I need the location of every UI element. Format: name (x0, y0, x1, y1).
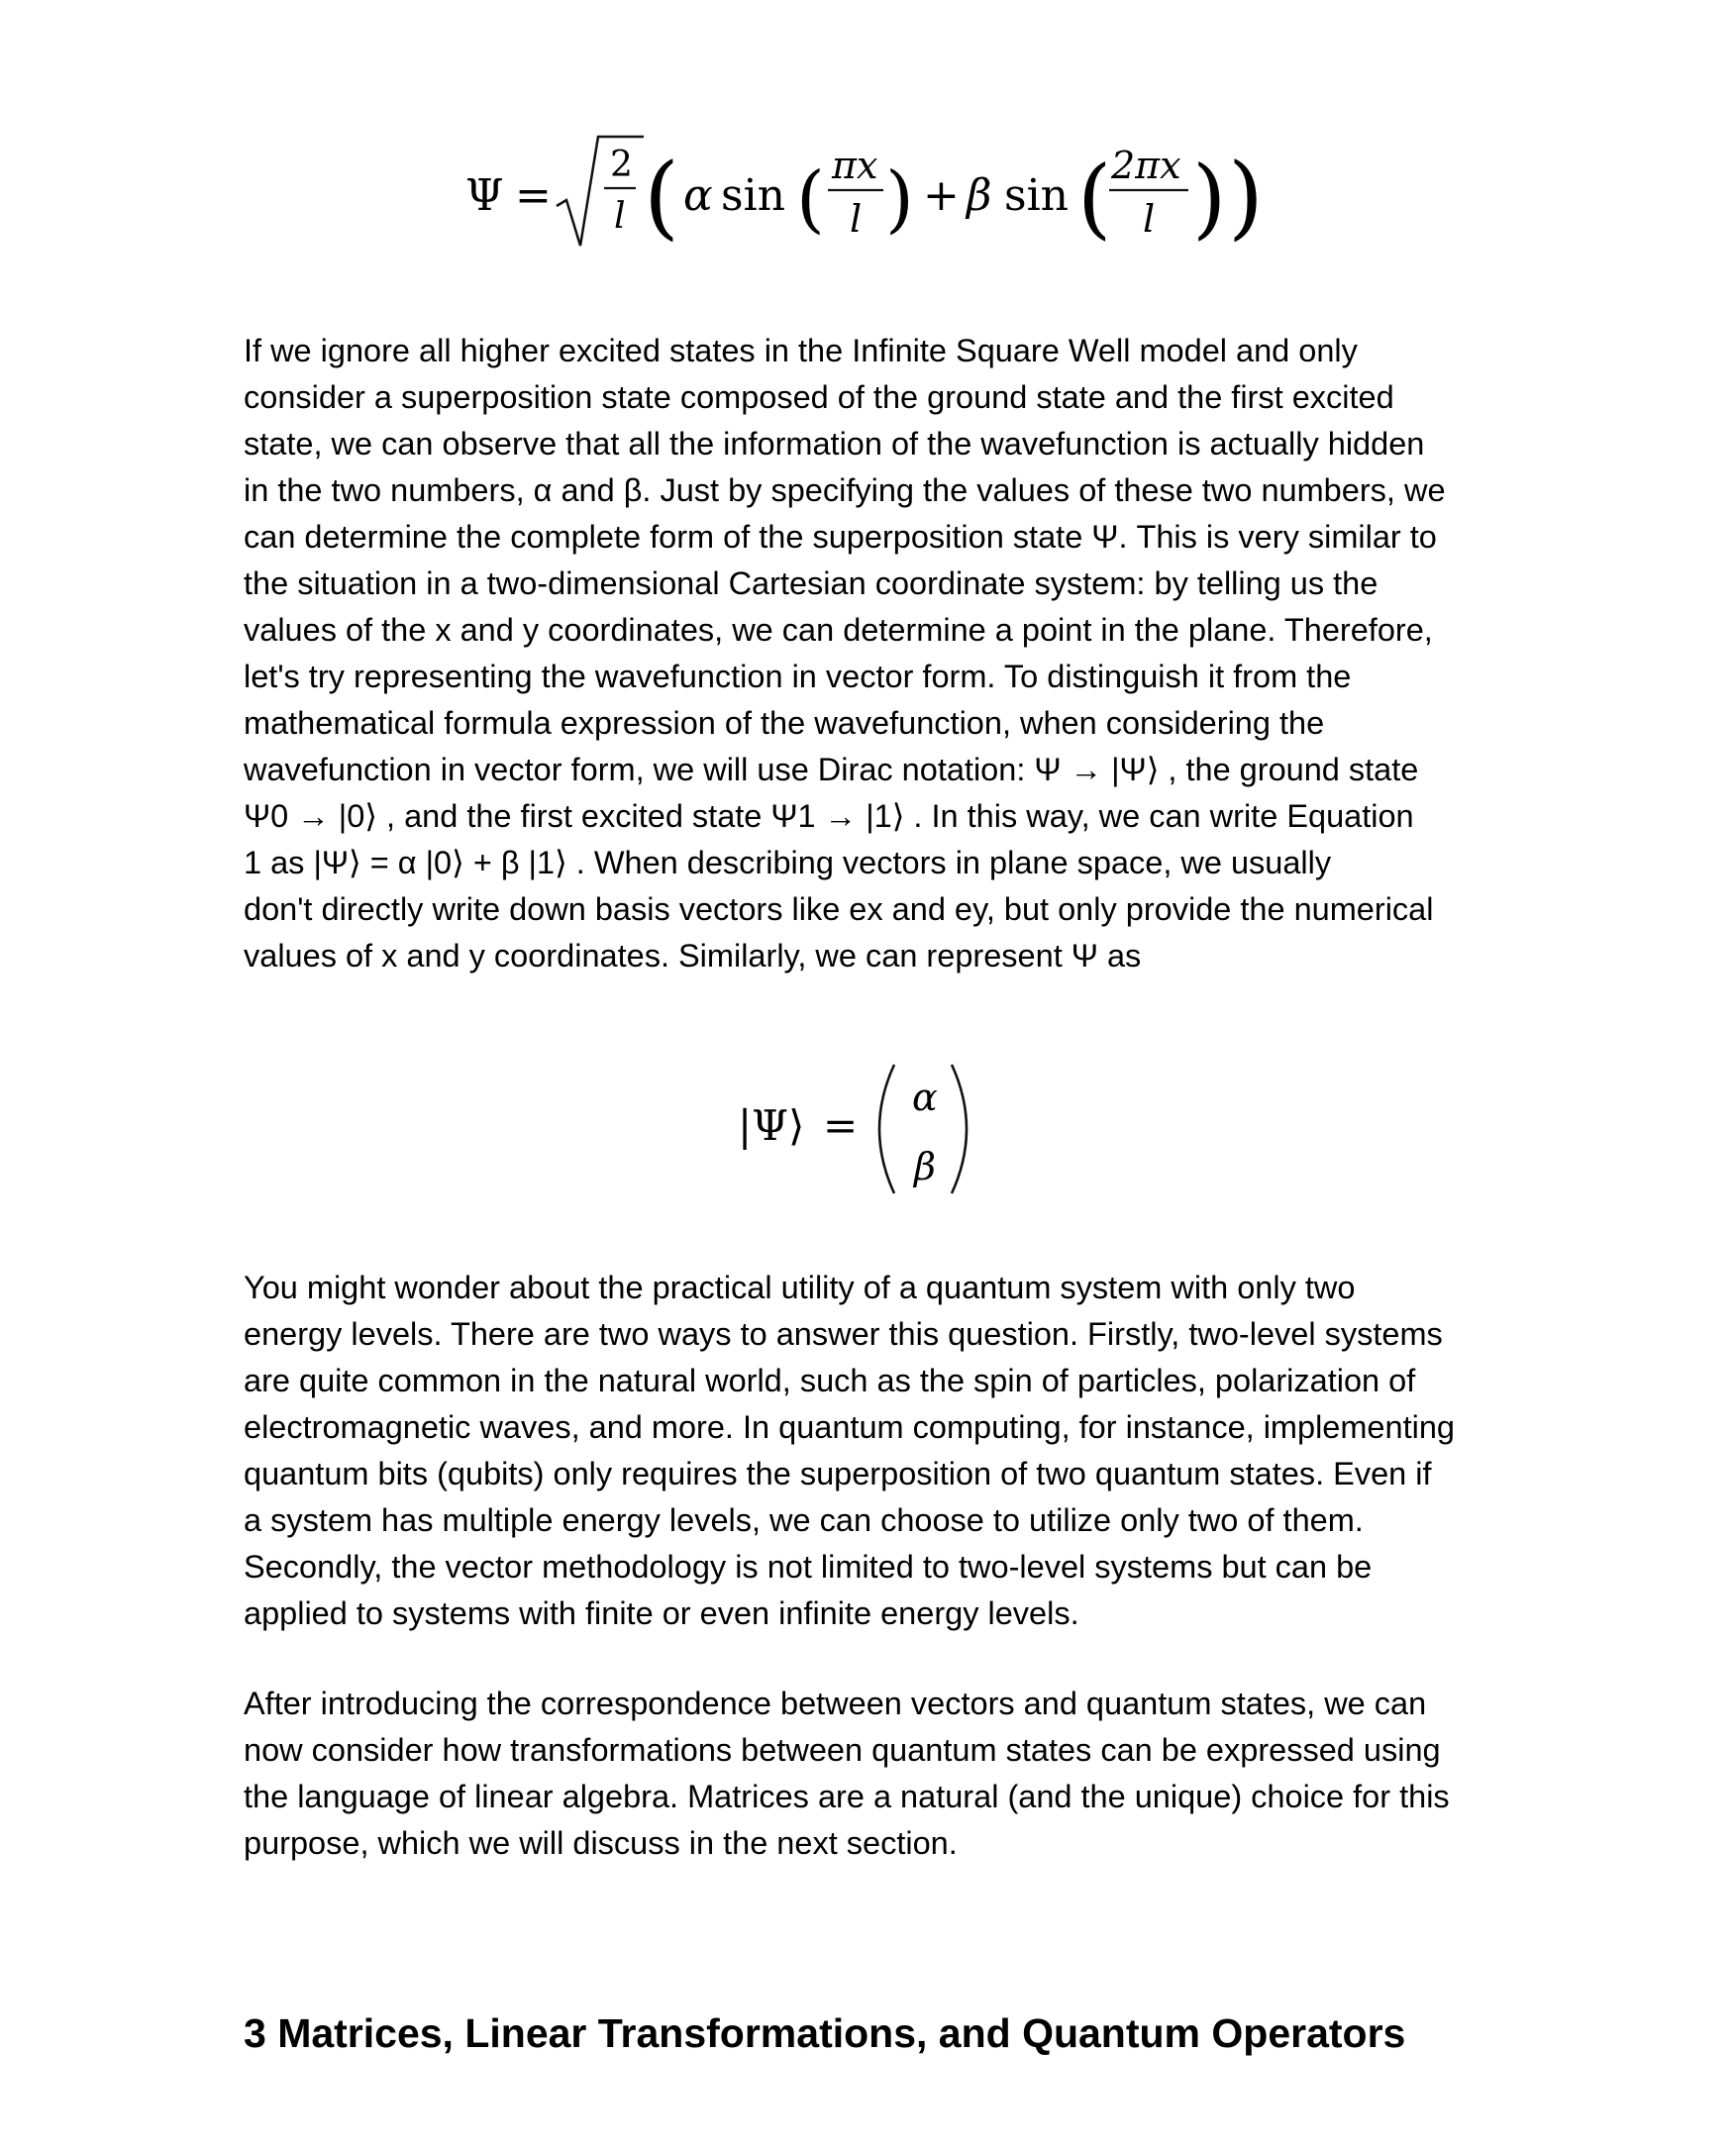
eq2-beta: β (914, 1145, 936, 1188)
eq2-ket-psi: |Ψ⟩ (738, 1101, 805, 1150)
eq1-open-paren-2: ( (1077, 147, 1112, 249)
eq2-alpha: α (912, 1076, 938, 1119)
eq1-sqrt-den: l (614, 196, 626, 237)
eq1-open-paren-outer: ( (644, 144, 679, 250)
eq1-psi: Ψ (465, 170, 504, 221)
eq2-equals: = (823, 1101, 859, 1150)
eq1-frac1-num: πx (832, 144, 878, 187)
paragraph-linear-algebra-transition: After introducing the correspondence between vectors and quantum states, we can now consider how transformations between quantum states can be expressed using the language of linear algebra. Matrices are a natural (and the unique) choice for this purpose, which we will discuss in the next section. (244, 1686, 1450, 1861)
eq1-frac2-num: 2πx (1111, 144, 1181, 187)
eq1-frac1-den: l (850, 197, 863, 241)
eq1-close-paren-1: ) (885, 156, 914, 242)
eq1-sin2: sin (1004, 170, 1069, 221)
eq1-close-paren-outer: ) (1228, 144, 1264, 250)
equation-wavefunction (465, 129, 1277, 262)
eq1-sqrt-num: 2 (610, 145, 633, 185)
eq1-open-paren-1: ( (796, 156, 825, 242)
paragraph-superposition-intro: If we ignore all higher excited states in the Infinite Square Well model and only consider a superposition state composed of the ground state and the first excited state, we can observe that all the information of the wavefunction is actually hidden in the two numbers, α and β. Just by specifying the values of these two numbers, we can determine the complete form of the superposition state Ψ. This is very similar to the situation in a two-dimensional Cartesian coordinate system: by telling us the values of the x and y coordinates, we can determine a point in the plane. Therefore, let's try representing the wavefunction in vector form. To distinguish it from the mathematical formula expression of the wavefunction, when considering the wavefunction in vector form, we will use Dirac notation: Ψ → |Ψ⟩ , the ground state Ψ0 → |0⟩ , and the first excited state Ψ1 → |1⟩ . In this way, we can write Equation 1 as |Ψ⟩ = α |0⟩ + β |1⟩ . When describing vectors in plane space, we usually don't directly write down basis vectors like ex and ey, but only provide the numerical values of x and y coordinates. Similarly, we can represent Ψ as (244, 333, 1446, 974)
eq1-close-paren-2: ) (1192, 147, 1227, 249)
equation-column-vector (738, 1055, 995, 1203)
eq1-plus: + (923, 170, 960, 221)
eq1-equals: = (515, 170, 552, 221)
eq1-beta: β (967, 170, 992, 221)
eq1-sin1: sin (721, 170, 785, 221)
eq1-frac2-den: l (1143, 197, 1156, 241)
eq1-alpha: α (683, 170, 713, 221)
eq2-left-paren (879, 1065, 894, 1193)
eq2-right-paren (952, 1065, 967, 1193)
paragraph-two-level-systems: You might wonder about the practical utility of a quantum system with only two energy levels. There are two ways to answer this question. Firstly, two-level systems are quite common in the natural world, such as the spin of particles, polarization of electromagnetic waves, and more. In quantum computing, for instance, implementing quantum bits (qubits) only requires the superposition of two quantum states. Even if a system has multiple energy levels, we can choose to utilize only two of them. Secondly, the vector methodology is not limited to two-level systems but can be applied to systems with finite or even infinite energy levels. (244, 1270, 1455, 1631)
section-heading: 3 Matrices, Linear Transformations, and Quantum Operators (244, 2010, 1406, 2056)
